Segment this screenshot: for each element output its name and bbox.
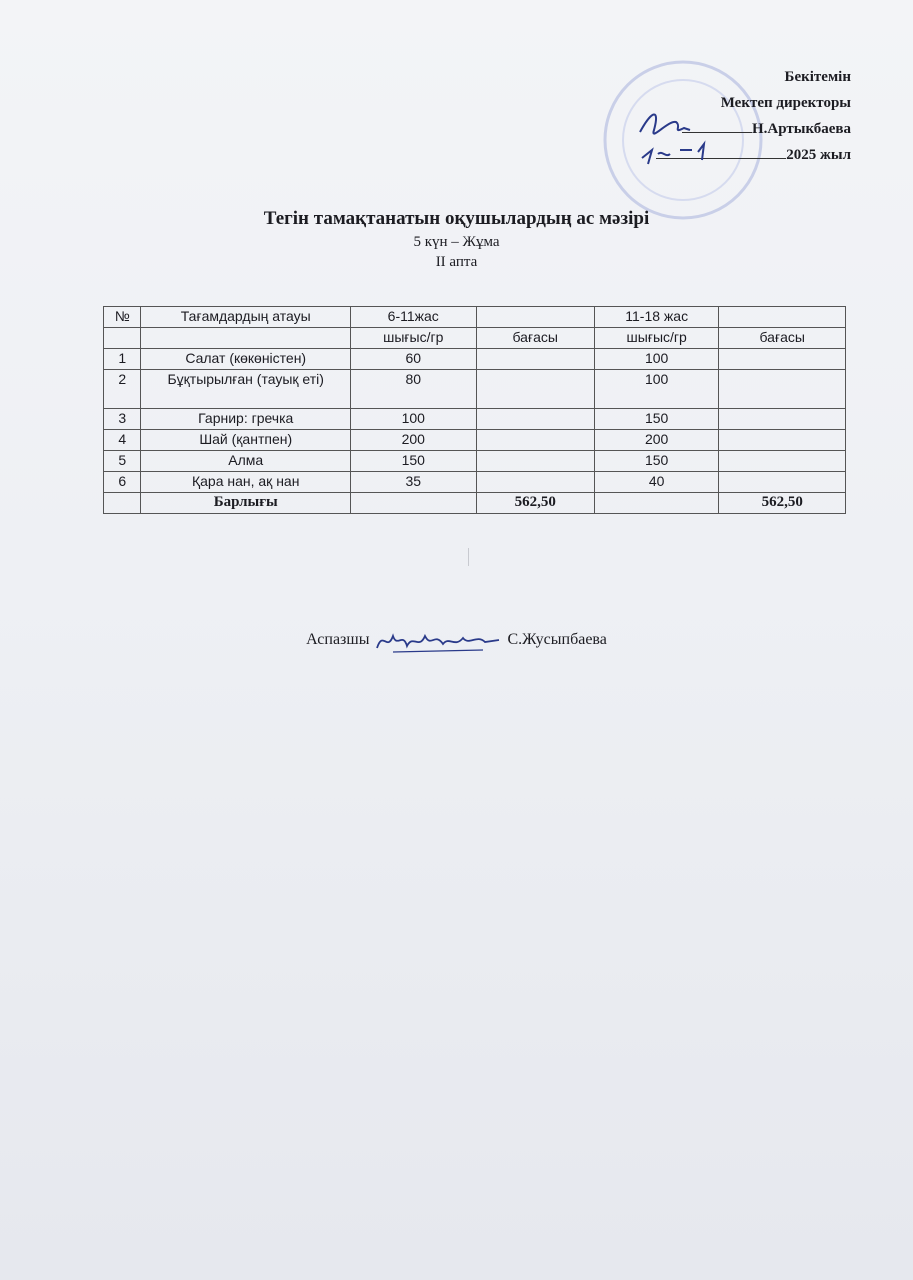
cook-role: Аспазшы (306, 631, 370, 648)
row-name: Қара нан, ақ нан (141, 472, 351, 493)
row-no: 3 (104, 409, 141, 430)
page-title: Тегін тамақтанатын оқушылардың ас мәзірі (263, 208, 650, 229)
table-row (104, 349, 846, 370)
row-g2: 150 (594, 451, 719, 472)
row-name: Бұқтырылған (тауық еті) (141, 370, 351, 409)
total-row (104, 493, 846, 514)
header-empty-4 (141, 328, 351, 349)
director-signature (632, 100, 742, 170)
header-out1: шығыс/гр (350, 328, 476, 349)
header-row-1 (104, 307, 846, 328)
row-name: Гарнир: гречка (141, 409, 351, 430)
row-no: 1 (104, 349, 141, 370)
header-out2: шығыс/гр (594, 328, 719, 349)
total-empty-3 (594, 493, 719, 514)
row-g2: 40 (594, 472, 719, 493)
row-g1: 80 (350, 370, 476, 409)
signature-footer (0, 622, 913, 658)
row-name: Салат (көкөністен) (141, 349, 351, 370)
row-g2: 100 (594, 370, 719, 409)
row-name: Шай (қантпен) (141, 430, 351, 451)
cook-signature (373, 622, 503, 658)
day-label: 5 күн – Жұма (413, 234, 500, 250)
total-price1: 562,50 (476, 493, 594, 514)
header-name: Тағамдардың атауы (141, 307, 351, 328)
row-price1 (476, 370, 594, 409)
row-g1: 150 (350, 451, 476, 472)
total-price2: 562,50 (719, 493, 846, 514)
row-price2 (719, 409, 846, 430)
total-empty-1 (104, 493, 141, 514)
director-name: Н.Артыкбаева (751, 121, 851, 137)
approval-year: 2025 жыл (786, 147, 851, 163)
approval-line-2: Мектеп директоры (720, 95, 851, 111)
title-block (0, 206, 913, 272)
row-price1 (476, 349, 594, 370)
header-empty-1 (476, 307, 594, 328)
header-empty-3 (104, 328, 141, 349)
cook-name: С.Жусыпбаева (507, 631, 607, 648)
row-price1 (476, 409, 594, 430)
row-no: 4 (104, 430, 141, 451)
total-empty-2 (350, 493, 476, 514)
header-price1: бағасы (476, 328, 594, 349)
table-row (104, 409, 846, 430)
row-no: 6 (104, 472, 141, 493)
table-row (104, 430, 846, 451)
header-age2: 11-18 жас (594, 307, 719, 328)
paper-crease (468, 548, 469, 566)
row-no: 5 (104, 451, 141, 472)
row-price1 (476, 451, 594, 472)
header-price2: бағасы (719, 328, 846, 349)
header-empty-2 (719, 307, 846, 328)
table-row (104, 370, 846, 409)
row-g1: 35 (350, 472, 476, 493)
row-price2 (719, 451, 846, 472)
row-g2: 200 (594, 430, 719, 451)
total-label: Барлығы (141, 493, 351, 514)
row-g1: 200 (350, 430, 476, 451)
approval-line-1: Бекітемін (784, 69, 851, 85)
row-g1: 60 (350, 349, 476, 370)
header-age1: 6-11жас (350, 307, 476, 328)
week-label: II апта (435, 254, 478, 270)
row-price2 (719, 349, 846, 370)
menu-table (103, 306, 846, 514)
row-g1: 100 (350, 409, 476, 430)
header-row-2 (104, 328, 846, 349)
table-row (104, 451, 846, 472)
row-g2: 150 (594, 409, 719, 430)
row-no: 2 (104, 370, 141, 409)
row-price1 (476, 472, 594, 493)
table-row (104, 472, 846, 493)
row-price2 (719, 430, 846, 451)
row-price1 (476, 430, 594, 451)
row-name: Алма (141, 451, 351, 472)
row-price2 (719, 370, 846, 409)
row-price2 (719, 472, 846, 493)
header-no: № (104, 307, 141, 328)
row-g2: 100 (594, 349, 719, 370)
